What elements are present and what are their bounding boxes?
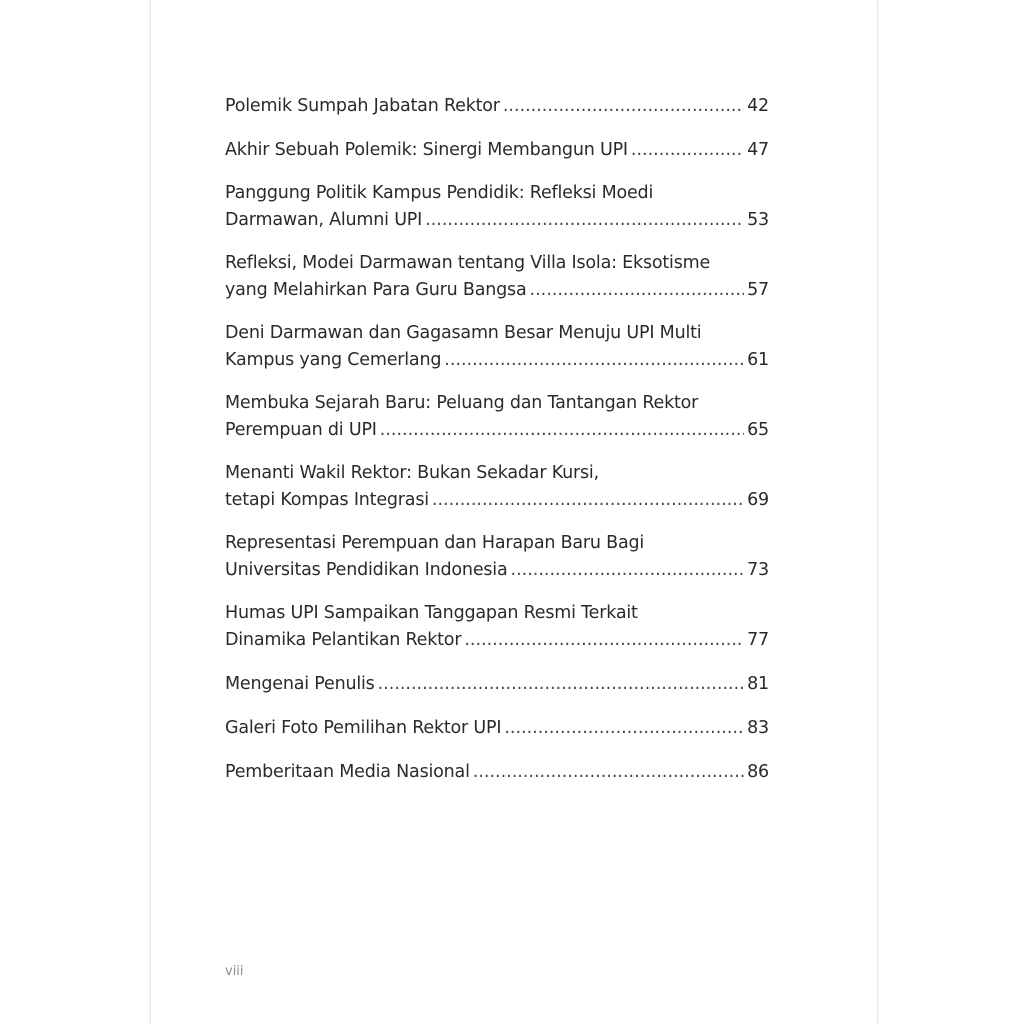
toc-entry-title-line: Menanti Wakil Rektor: Bukan Sekadar Kursi, [225,463,599,483]
toc-entry-page-number: 57 [747,280,769,300]
dot-leader [432,486,744,514]
toc-entry-title-line: Membuka Sejarah Baru: Peluang dan Tantangan Rektor [225,393,699,413]
toc-entry-title: tetapi Kompas Integrasi [225,490,429,510]
toc-entry-title: Universitas Pendidikan Indonesia [225,560,508,580]
toc-entry-title: Dinamika Pelantikan Rektor [225,630,462,650]
dot-leader [631,136,744,164]
dot-leader [503,92,744,120]
toc-entry-page-number: 77 [747,630,769,650]
dot-leader [425,206,744,234]
toc-entry-page-number: 81 [747,674,769,694]
toc-entry[interactable] [225,250,769,304]
toc-entry-title: Kampus yang Cemerlang [225,350,442,370]
toc-entry[interactable] [225,758,769,786]
toc-entry-page-number: 69 [747,490,769,510]
toc-entry[interactable] [225,92,769,120]
toc-entry-last-line [225,276,769,304]
toc-entry-last-line [225,416,769,444]
toc-entry-title-line: Panggung Politik Kampus Pendidik: Refleksi Moedi [225,183,654,203]
dot-leader [504,714,744,742]
toc-entry-last-line [225,486,769,514]
toc-entry-title-line: Deni Darmawan dan Gagasamn Besar Menuju UPI Multi [225,323,702,343]
toc-entry-title-line: Humas UPI Sampaikan Tanggapan Resmi Terkait [225,603,638,623]
dot-leader [530,276,745,304]
dot-leader [378,670,745,698]
dot-leader [380,416,744,444]
toc-entry-title: Galeri Foto Pemilihan Rektor UPI [225,718,502,738]
toc-entry-last-line [225,670,769,698]
toc-entry-last-line [225,346,769,374]
toc-entry[interactable] [225,320,769,374]
toc-entry[interactable] [225,390,769,444]
page-number: viii [225,964,244,979]
toc-entry-title-line: Representasi Perempuan dan Harapan Baru Bagi [225,533,645,553]
toc-entry[interactable] [225,714,769,742]
toc-entry[interactable] [225,180,769,234]
toc-entry-page-number: 53 [747,210,769,230]
dot-leader [464,626,744,654]
toc-entry[interactable] [225,670,769,698]
toc-entry-page-number: 86 [747,762,769,782]
dot-leader [511,556,745,584]
toc-entry[interactable] [225,600,769,654]
toc-entry-last-line [225,206,769,234]
toc-entry-last-line [225,626,769,654]
toc-entry-title: Mengenai Penulis [225,674,375,694]
toc-entry-page-number: 83 [747,718,769,738]
toc-entry-last-line [225,136,769,164]
toc-entry-title-line: Refleksi, Modei Darmawan tentang Villa Isola: Eksotisme [225,253,711,273]
dot-leader [444,346,744,374]
toc-entry-title: Perempuan di UPI [225,420,377,440]
toc-entry-last-line [225,92,769,120]
toc-entry-title: Polemik Sumpah Jabatan Rektor [225,96,500,116]
toc-entry-title: Darmawan, Alumni UPI [225,210,423,230]
toc-entry-page-number: 73 [747,560,769,580]
toc-entry-last-line [225,556,769,584]
table-of-contents [225,92,769,802]
dot-leader [473,758,744,786]
toc-entry-last-line [225,714,769,742]
toc-entry-last-line [225,758,769,786]
toc-entry-title: yang Melahirkan Para Guru Bangsa [225,280,527,300]
toc-entry[interactable] [225,136,769,164]
toc-entry-page-number: 47 [747,140,769,160]
toc-entry[interactable] [225,460,769,514]
document-page [150,0,878,1024]
toc-entry-title: Pemberitaan Media Nasional [225,762,470,782]
toc-entry-page-number: 61 [747,350,769,370]
toc-entry[interactable] [225,530,769,584]
toc-entry-page-number: 42 [747,96,769,116]
toc-entry-page-number: 65 [747,420,769,440]
toc-entry-title: Akhir Sebuah Polemik: Sinergi Membangun UPI [225,140,628,160]
